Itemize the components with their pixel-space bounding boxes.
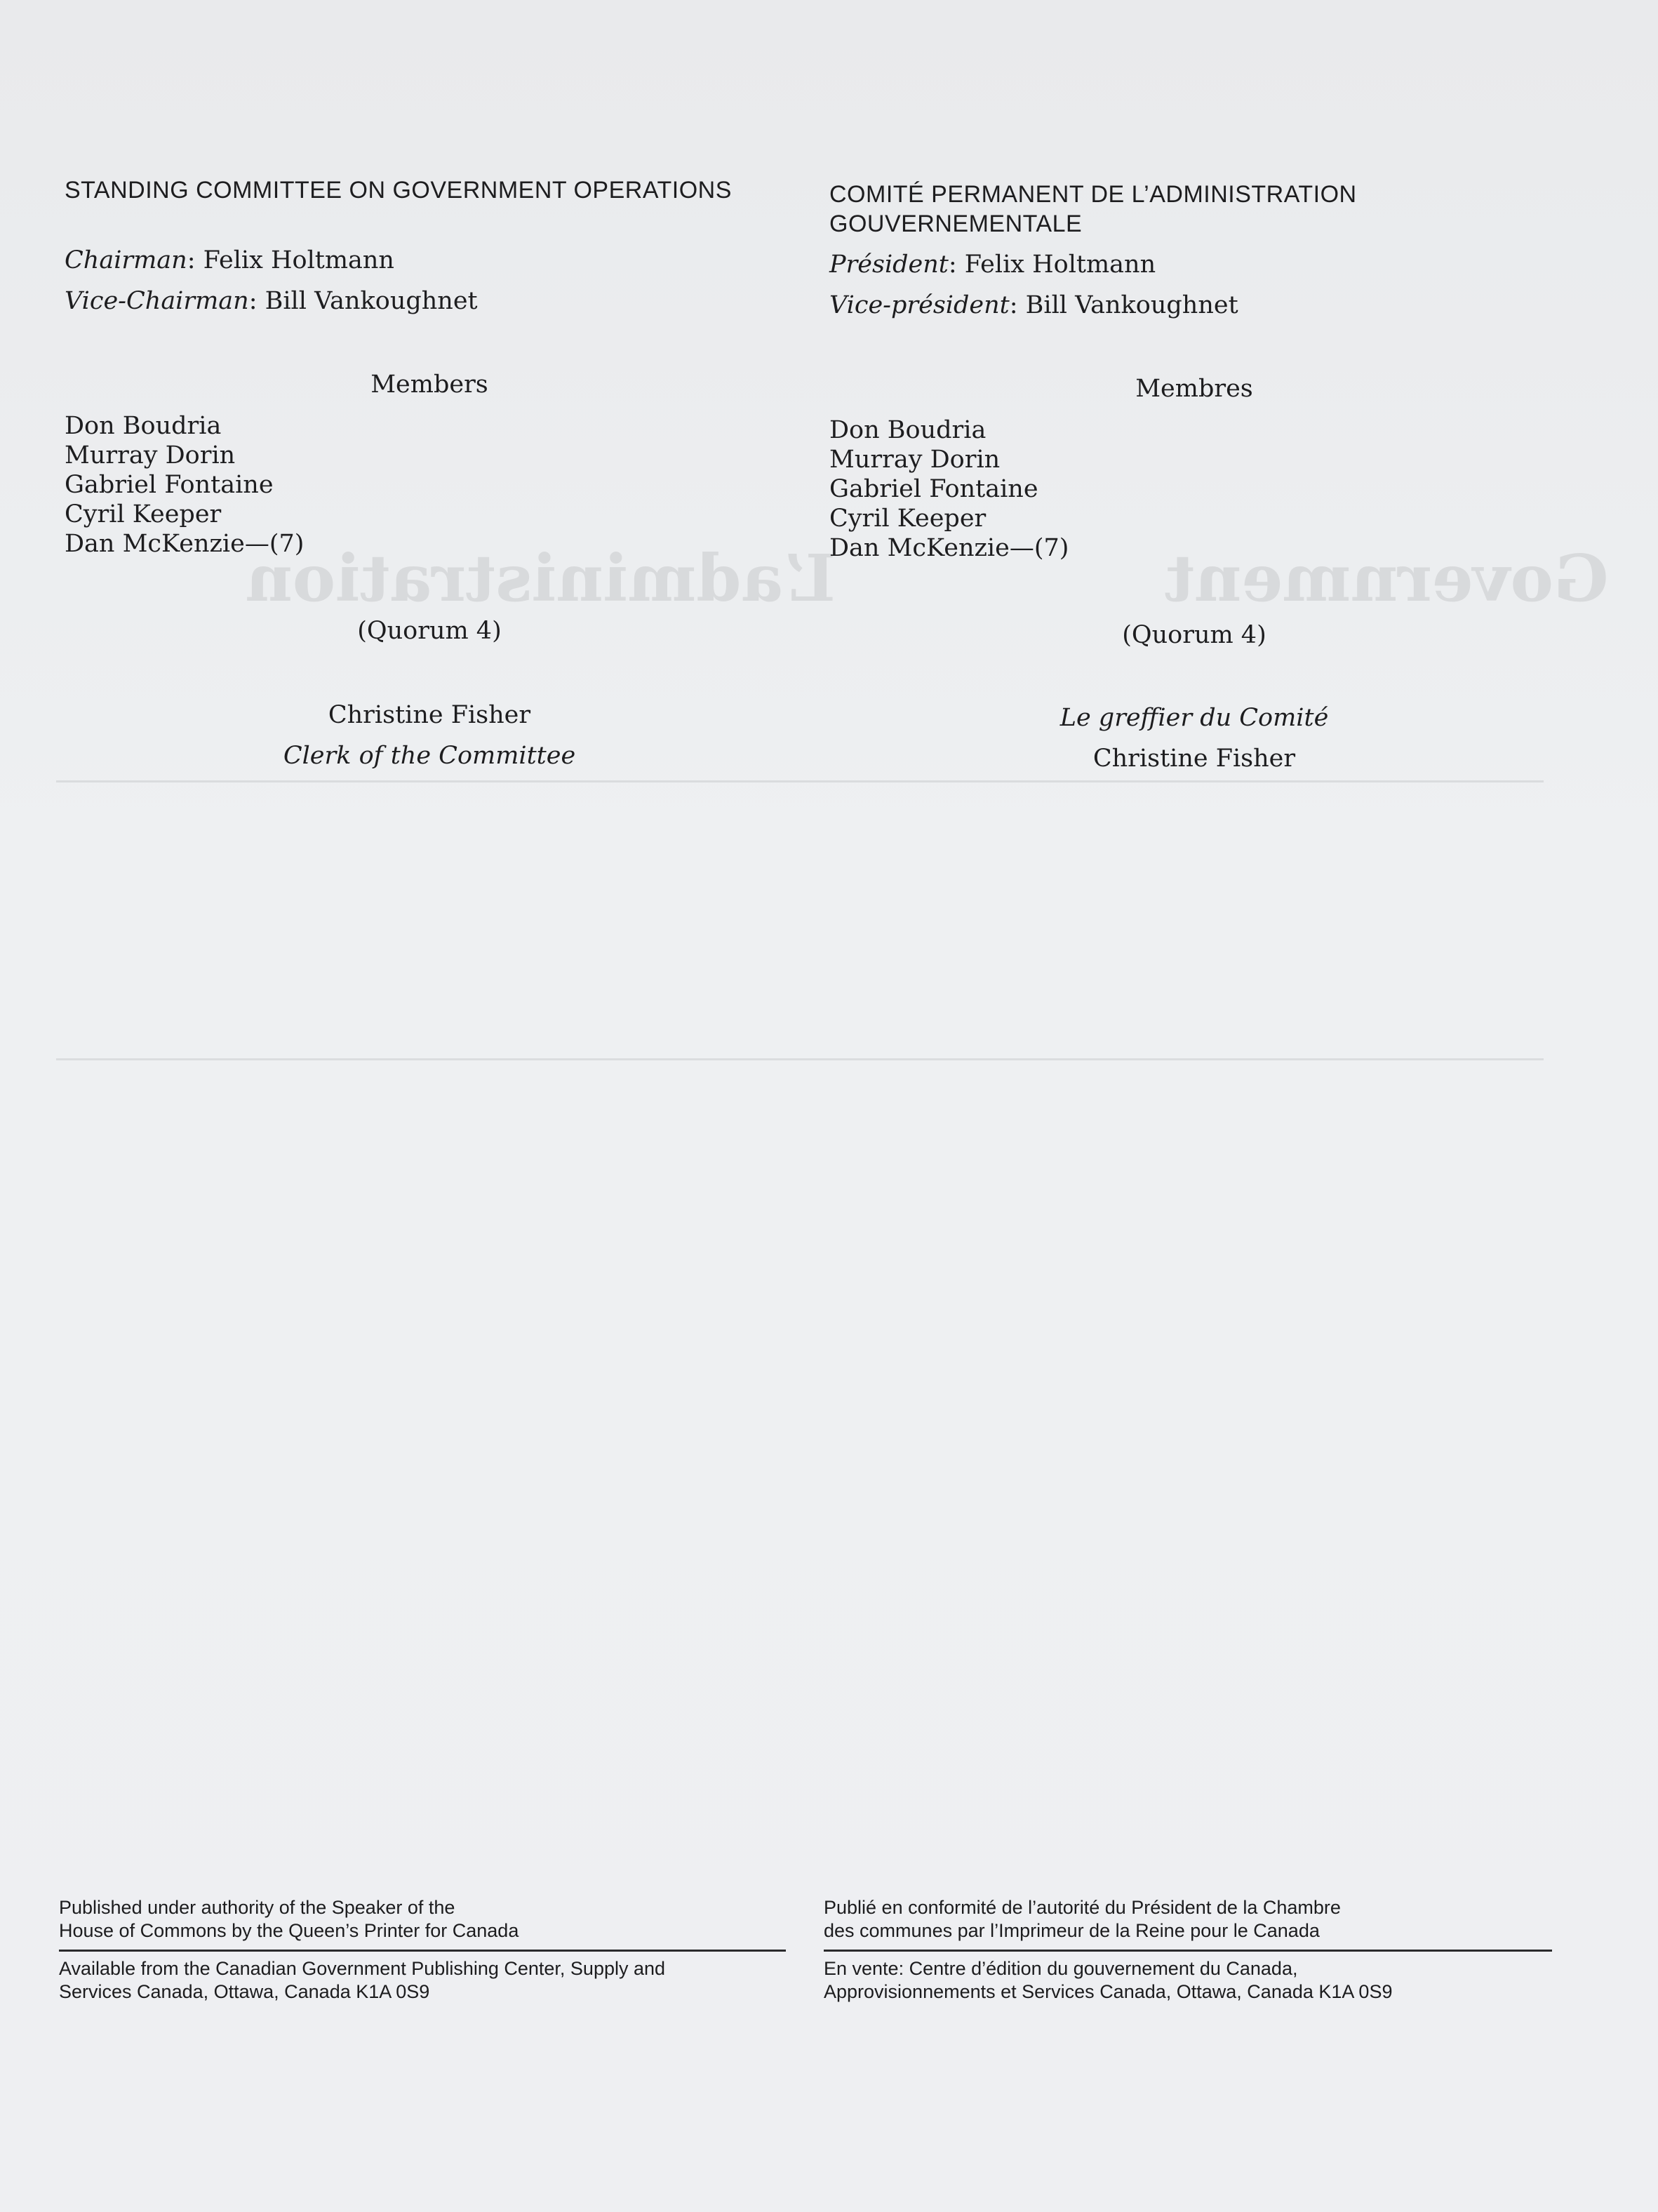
footer-divider-fr: [824, 1950, 1552, 1952]
chairman-name-en: : Felix Holtmann: [187, 246, 394, 274]
vice-chairman-line-en: [65, 286, 478, 316]
member-item: Dan McKenzie—(7): [829, 534, 1069, 562]
show-through-title-left: L’administration: [246, 540, 836, 616]
members-heading-fr: Membres: [1135, 375, 1253, 403]
vice-chairman-label-fr: Vice-président: [829, 291, 1010, 319]
chairman-line-en: [65, 246, 394, 275]
member-item: Don Boudria: [829, 416, 987, 444]
member-item: Don Boudria: [65, 412, 222, 440]
vice-chairman-label-en: Vice-Chairman: [65, 287, 249, 315]
vice-chairman-line-fr: [829, 291, 1238, 320]
published-line-1-fr: Publié en conformité de l’autorité du Président de la Chambre: [824, 1897, 1341, 1918]
quorum-fr: (Quorum 4): [1122, 621, 1266, 649]
vice-chairman-name-en: : Bill Vankoughnet: [248, 287, 478, 315]
show-through-title-right: Government: [1165, 540, 1609, 616]
clerk-title-fr: Le greffier du Comité: [1059, 704, 1329, 732]
publication-notice-en: [59, 1896, 786, 2004]
available-line-2-en: Services Canada, Ottawa, Canada K1A 0S9: [59, 1981, 430, 2002]
committee-name-en: STANDING COMMITTEE ON GOVERNMENT OPERATIONS: [65, 177, 732, 204]
published-line-2-fr: des communes par l’Imprimeur de la Reine pour le Canada: [824, 1920, 1320, 1941]
member-item: Murray Dorin: [65, 441, 236, 469]
member-item: Gabriel Fontaine: [829, 475, 1038, 503]
member-list-en: [65, 411, 304, 559]
available-line-1-en: Available from the Canadian Government Publishing Center, Supply and: [59, 1958, 666, 1979]
available-line-2-fr: Approvisionnements et Services Canada, Ottawa, Canada K1A 0S9: [824, 1981, 1393, 2002]
chairman-label-en: Chairman: [65, 246, 187, 274]
available-line-1-fr: En vente: Centre d’édition du gouvernement du Canada,: [824, 1958, 1298, 1979]
clerk-title-en: Clerk of the Committee: [283, 742, 576, 770]
chairman-name-fr: : Felix Holtmann: [948, 251, 1156, 279]
chairman-label-fr: Président: [829, 251, 949, 279]
published-line-1-en: Published under authority of the Speaker of the: [59, 1897, 455, 1918]
footer-divider-en: [59, 1950, 786, 1952]
chairman-line-fr: [829, 250, 1156, 279]
clerk-name-en: Christine Fisher: [328, 701, 531, 729]
member-item: Murray Dorin: [829, 446, 1001, 474]
member-list-fr: [829, 415, 1069, 563]
publication-notice-fr: [824, 1896, 1552, 2004]
show-through-rule-2: [56, 1058, 1544, 1060]
member-item: Gabriel Fontaine: [65, 471, 274, 499]
member-item: Cyril Keeper: [829, 505, 987, 533]
published-line-2-en: House of Commons by the Queen’s Printer for Canada: [59, 1920, 519, 1941]
members-heading-en: Members: [370, 371, 488, 399]
member-item: Dan McKenzie—(7): [65, 530, 305, 558]
committee-name-fr: COMITÉ PERMANENT DE L’ADMINISTRATION GOUVERNEMENTALE: [829, 181, 1357, 237]
quorum-en: (Quorum 4): [357, 617, 502, 645]
vice-chairman-name-fr: : Bill Vankoughnet: [1009, 291, 1238, 319]
member-item: Cyril Keeper: [65, 500, 222, 528]
clerk-name-fr: Christine Fisher: [1092, 745, 1296, 773]
show-through-rule-1: [56, 780, 1544, 782]
